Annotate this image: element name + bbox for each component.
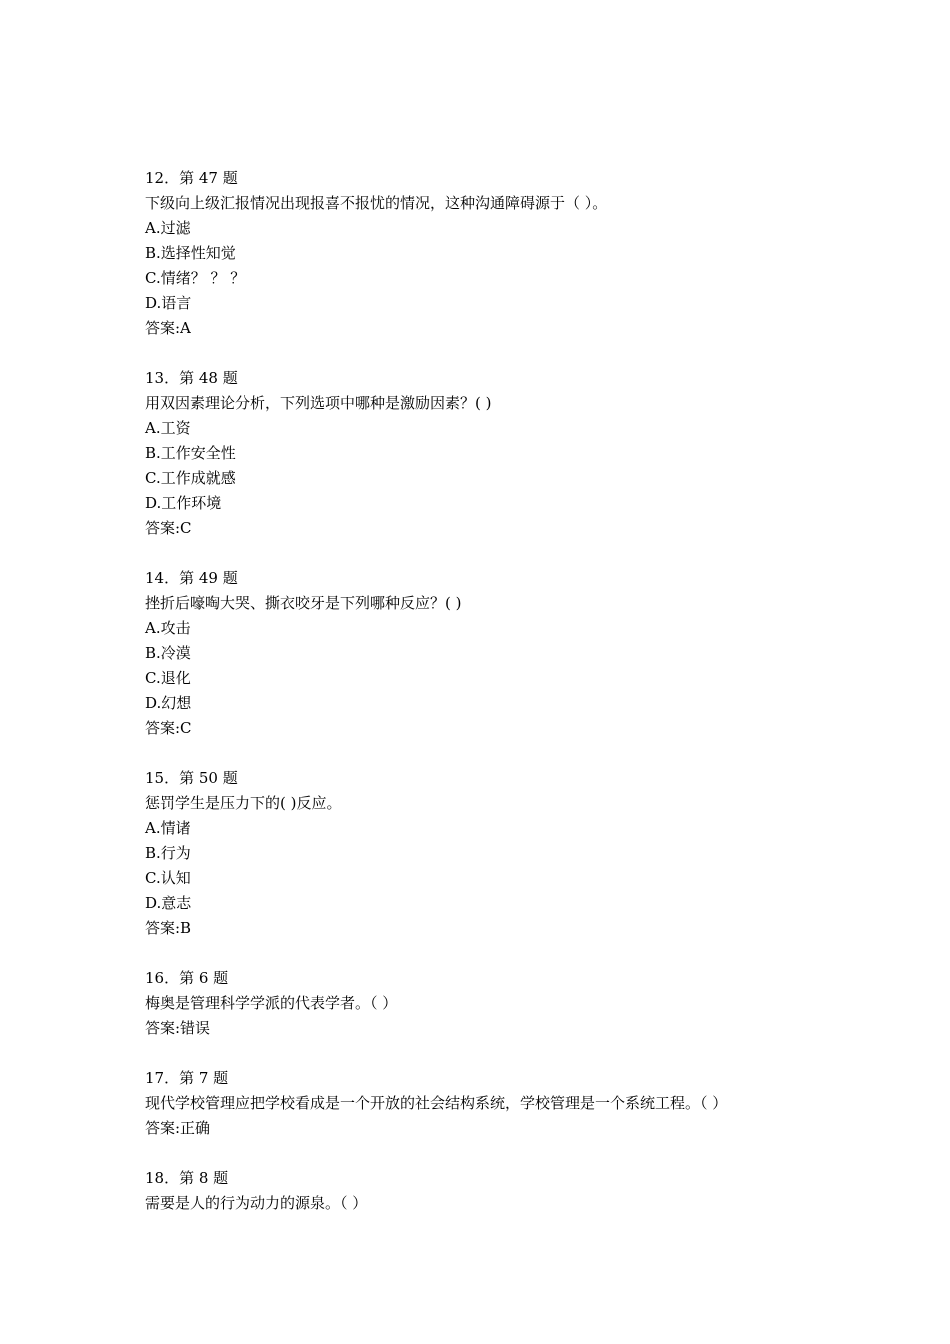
answer-line: 答案:C bbox=[145, 519, 192, 537]
question-block bbox=[145, 566, 845, 741]
option-d: D.语言 bbox=[145, 294, 192, 312]
question-stem: 挫折后嚎啕大哭、撕衣咬牙是下列哪种反应？( ) bbox=[145, 594, 462, 612]
question-block bbox=[145, 766, 845, 941]
question-stem: 下级向上级汇报情况出现报喜不报忧的情况，这种沟通障碍源于（ ）。 bbox=[145, 194, 608, 212]
answer-line: 答案:A bbox=[145, 319, 191, 337]
question-stem: 现代学校管理应把学校看成是一个开放的社会结构系统，学校管理是一个系统工程。（ ） bbox=[145, 1094, 728, 1112]
option-c: C.情绪？ ？ ？ bbox=[145, 269, 246, 287]
option-a: A.过滤 bbox=[145, 219, 191, 237]
option-d: D.幻想 bbox=[145, 694, 192, 712]
question-block bbox=[145, 166, 845, 341]
option-b: B.工作安全性 bbox=[145, 444, 236, 462]
option-d: D.工作环境 bbox=[145, 494, 222, 512]
question-header: 18．第 8 题 bbox=[145, 1169, 229, 1187]
option-a: A.攻击 bbox=[145, 619, 191, 637]
question-header: 15．第 50 题 bbox=[145, 769, 238, 787]
answer-line: 答案:C bbox=[145, 719, 192, 737]
question-header: 13．第 48 题 bbox=[145, 369, 238, 387]
option-c: C.退化 bbox=[145, 669, 191, 687]
question-header: 14．第 49 题 bbox=[145, 569, 238, 587]
option-d: D.意志 bbox=[145, 894, 192, 912]
option-b: B.冷漠 bbox=[145, 644, 191, 662]
question-block bbox=[145, 1066, 845, 1141]
question-block bbox=[145, 366, 845, 541]
option-c: C.认知 bbox=[145, 869, 191, 887]
option-a: A.情诸 bbox=[145, 819, 191, 837]
option-b: B.选择性知觉 bbox=[145, 244, 236, 262]
document-page bbox=[145, 166, 845, 1241]
question-header: 17．第 7 题 bbox=[145, 1069, 229, 1087]
answer-line: 答案:错误 bbox=[145, 1019, 211, 1037]
question-block bbox=[145, 966, 845, 1041]
option-b: B.行为 bbox=[145, 844, 191, 862]
answer-line: 答案:正确 bbox=[145, 1119, 211, 1137]
question-stem: 需要是人的行为动力的源泉。（ ） bbox=[145, 1194, 368, 1212]
question-stem: 惩罚学生是压力下的( )反应。 bbox=[145, 794, 342, 812]
answer-line: 答案:B bbox=[145, 919, 192, 937]
option-c: C.工作成就感 bbox=[145, 469, 236, 487]
question-header: 16．第 6 题 bbox=[145, 969, 229, 987]
option-a: A.工资 bbox=[145, 419, 191, 437]
question-block bbox=[145, 1166, 845, 1216]
question-stem: 用双因素理论分析，下列选项中哪种是激励因素？( ) bbox=[145, 394, 492, 412]
question-stem: 梅奥是管理科学学派的代表学者。（ ） bbox=[145, 994, 398, 1012]
question-header: 12．第 47 题 bbox=[145, 169, 238, 187]
